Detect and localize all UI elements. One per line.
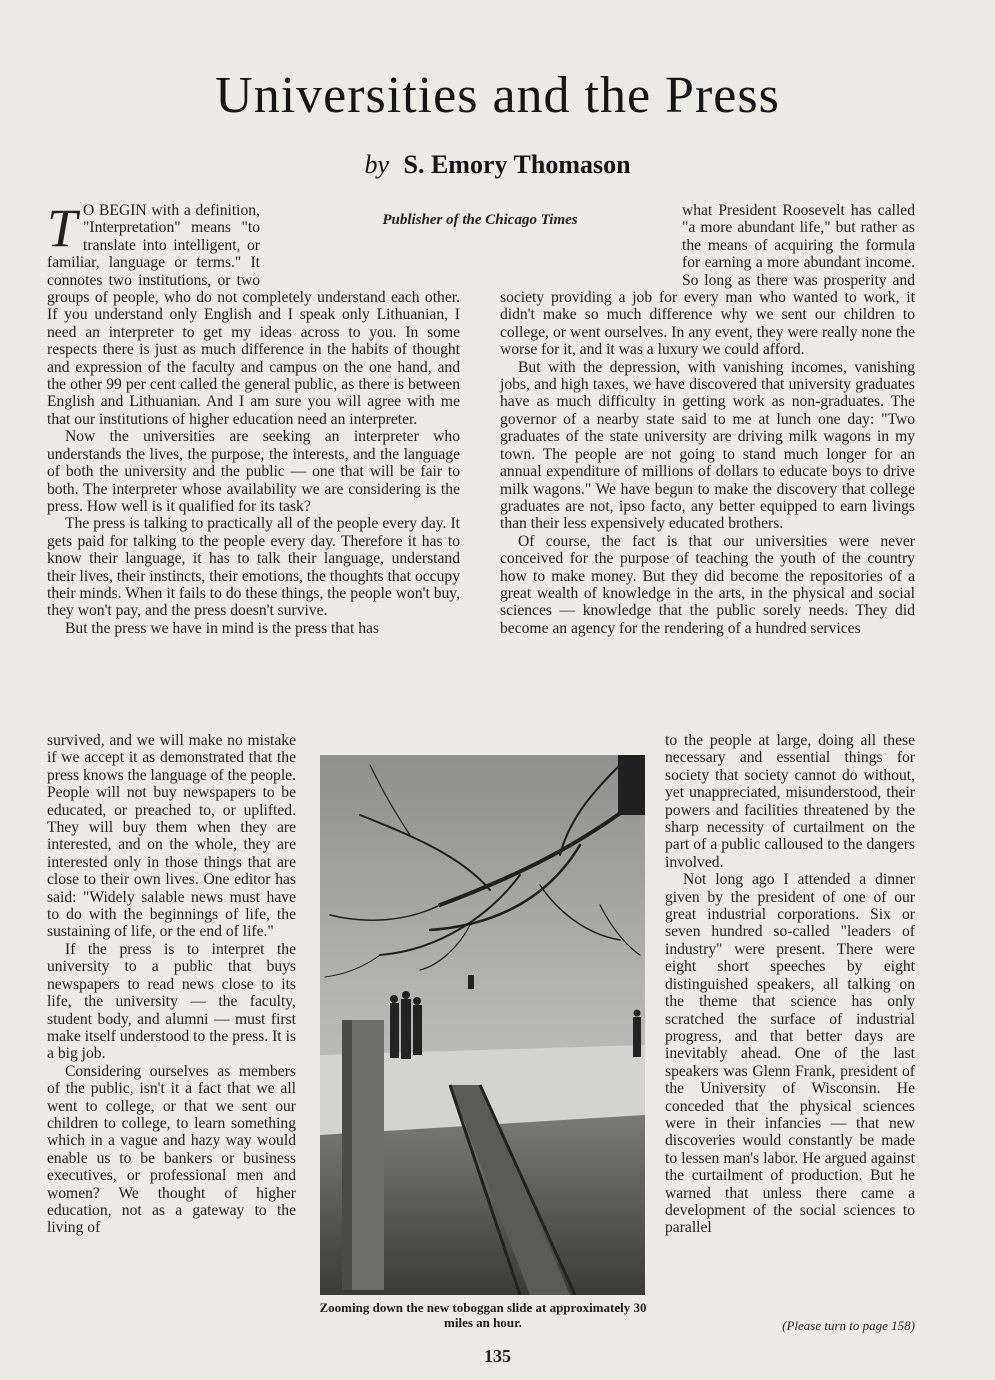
right-column: [500, 202, 915, 637]
toboggan-photo: [320, 755, 645, 1295]
paragraph: Not long ago I attended a dinner given by the president of one of our great industrial corporations. Six or seven hundred so-called "leaders of industry" were present. There were eight short speeches by eight distinguished speakers, all talking on the theme that science has only scratched the surface of industrial progress, and that better days are inevitably ahead. One of the last speakers was Glenn Frank, president of the University of Wisconsin. He conceded that the physical sciences were in their infancies — that new discoveries would constantly be made to lessen man's labor. He argued against the curtailment of production. But he warned that unless there came a development of the social sciences to parallel: [665, 871, 915, 1237]
paragraph: O BEGIN with a definition, "Interpretation" means "to translate into intelligent, or familiar, language or terms." It connotes two institutions, or two groups of people, who do not completely understand each other. If you understand only English and I speak only Lithuanian, I need an interpreter to get my ideas across to you. In some respects there is just as much difference in the habits of thought and expression of the faculty and campus on the one hand, and the other 99 per cent called the general public, as there is between English and Lithuanian. And I am sure you will agree with me that our institutions of higher education need an interpreter.: [47, 202, 460, 428]
paragraph: The press is talking to practically all of the people every day. It gets paid for talking to the people every day. Therefore it has to know their language, it has to talk their language, understand their lives, their instincts, their emotions, the thoughts that occupy their minds. When it fails to do these things, the people won't buy, they won't pay, and the press doesn't survive.: [47, 515, 460, 620]
paragraph: what President Roosevelt has called "a more abundant life," but rather as the means of acquiring the formula for earning a more abundant income. So long as there was prosperity and society providing a job for every man who wanted to work, it didn't make so much difference why we sent our children to college, or went ourselves. In any event, they were really none the worse for it, and it was a luxury we could afford.: [500, 202, 915, 359]
left-column: [47, 198, 460, 637]
paragraph: survived, and we will make no mistake if we accept it as demonstrated that the press knows the language of the people. People will not buy newspapers to be educated, or preached to, or uplifted. They will buy them when they are interested, and on the whole, they are interested only in those things that are close to their own lives. One editor has said: "Widely salable news must have to do with the beginnings of life, the sustaining of life, or the end of life.": [47, 732, 296, 941]
byline-prefix: by: [364, 150, 389, 179]
title-gap: [500, 202, 682, 272]
page-number: 135: [484, 1346, 511, 1366]
byline: [0, 150, 995, 180]
photo-image: [320, 755, 645, 1295]
drop-cap: T: [47, 198, 78, 258]
paragraph: Now the universities are seeking an interpreter who understands the lives, the purpose, the interests, and the language of both the university and the public — one that will be fair to both. The interpreter whose availability we are considering is the press. How well is it qualified for its task?: [47, 428, 460, 515]
paragraph: Considering ourselves as members of the public, isn't it a fact that we all went to college, or that we sent our children to college, to learn something which in a vague and hazy way would enable us to be bankers or business executives, or professional men and women? We thought of higher education, not as a gateway to the living of: [47, 1062, 296, 1237]
continued-note: (Please turn to page 158): [782, 1318, 915, 1333]
article-title: Universities and the Press: [215, 67, 780, 124]
paragraph: But the press we have in mind is the press that has: [65, 619, 379, 637]
paragraph: Of course, the fact is that our universities were never conceived for the purpose of teaching the youth of the country how to make money. But they did become the repositories of a great wealth of knowledge in the arts, in the physical and social sciences — knowledge that the public sorely needs. They did become an agency for the rendering of a hundred services: [500, 532, 915, 637]
author-name: S. Emory Thomason: [403, 150, 631, 179]
paragraph: If the press is to interpret the university to a public that buys newspapers to read news close to its life, the university — the faculty, student body, and alumni — must first make itself understood to the press. It is a big job.: [47, 940, 296, 1063]
paragraph: to the people at large, doing all these necessary and essential things for society that society cannot do without, yet unappreciated, misunderstood, their powers and facilities threatened by the sharp necessity of curtailment on the part of a public calloused to the dangers involved.: [665, 732, 915, 871]
right-column-lower: [665, 732, 915, 1237]
photo-caption: Zooming down the new toboggan slide at approximately 30 miles an hour.: [319, 1300, 647, 1330]
left-column-lower: [47, 732, 296, 1237]
title-gap: [260, 202, 460, 272]
publisher-line: Publisher of the Chicago Times: [382, 212, 578, 228]
paragraph: But with the depression, with vanishing incomes, vanishing jobs, and high taxes, we have discovered that university graduates have as much difficulty in getting work as non-graduates. The governor of a nearby state said to me at lunch one day: "Two graduates of the state university are driving milk wagons in my town. The people are not going to stand much longer for an annual expenditure of millions of dollars to educate boys to drive milk wagons." We have begun to make the discovery that college graduates are not, ipso facto, any better equipped to earn livings than their less expensively educated brothers.: [500, 358, 915, 533]
